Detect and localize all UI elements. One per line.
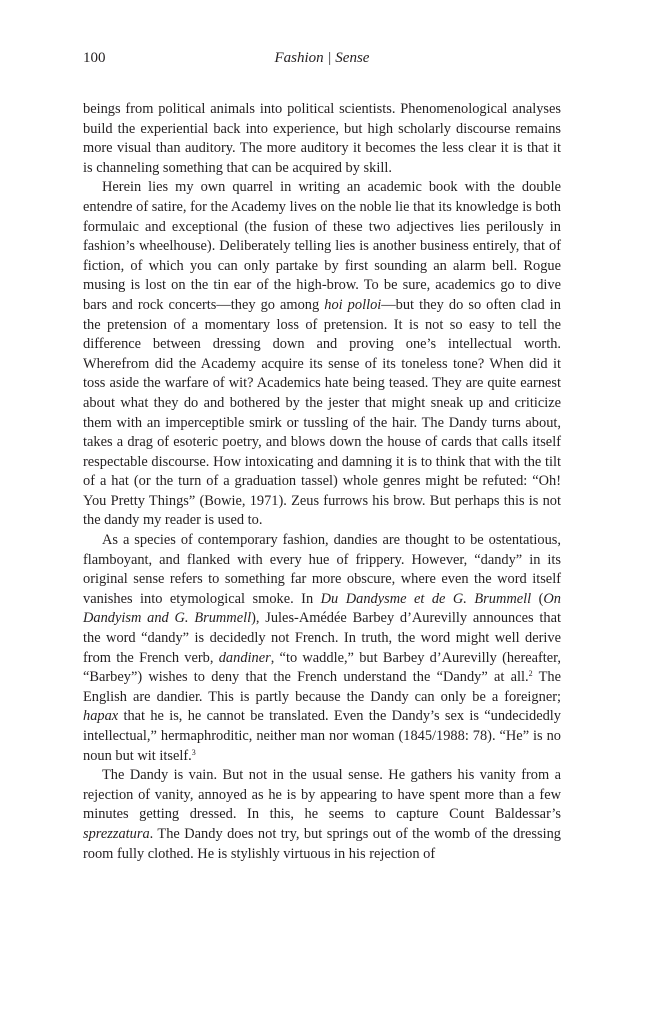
paragraph-4	[83, 766, 561, 864]
paragraph-2	[83, 178, 561, 531]
text-run: . The Dandy does not try, but springs out of the womb of the dressing room fully clothed. He is stylishly virtuous in his rejection of	[83, 825, 561, 862]
body-text	[83, 100, 561, 864]
footnote-marker-3: 3	[191, 747, 196, 757]
text-run: The English are dandier. This is partly because the Dandy can only be a foreigner;	[83, 669, 561, 705]
text-run: Herein lies my own quarrel in writing an academic book with the double entendre of satire, for the Academy lives on the noble lie that its knowledge is both formulaic and exceptional (the fusion of these two adjectives lies perilously in fashion’s wheelhouse). Deliberately telling lies is another business entirely, that of fiction, of which you can only partake by first sounding an alarm bell. Rogue musing is lost on the tin ear of the high-brow. To be sure, academics go to dive bars and rock concerts—they go among	[83, 179, 561, 313]
footnote-marker-2: 2	[528, 669, 533, 679]
text-run: The Dandy is vain. But not in the usual sense. He gathers his vanity from a rejection of vanity, annoyed as he is by appearing to have spent more than a few minutes getting dressed. In this, he seems to capture Count Baldessar’s	[83, 767, 561, 823]
italic-term-dandiner: dandiner	[218, 649, 271, 666]
italic-book-title-english: On Dandyism and G. Brummell	[83, 590, 561, 627]
text-run: As a species of contemporary fashion, dandies are thought to be ostentatious, flamboyant, and flanked with every hue of frippery. However, “dandy” in its original sense refers to something far more obscure, where even the word itself vanishes into etymological smoke. In	[83, 532, 561, 607]
text-run: , “to waddle,” but Barbey d’Aurevilly (hereafter, “Barbey”) wishes to deny that the French understand the “Dandy” at all.	[83, 649, 561, 686]
text-run: —but they do so often clad in the pretension of a momentary loss of pretension. It is not so easy to tell the difference between dressing down and proving one’s intellectual worth. Wherefrom did the Academy acquire its sense of its toneless tone? When did it toss aside the warfare of wit? Academics hate being teased. They are quite earnest about what they do and bothered by the jester that might sneak up and criticize them with an imperceptible smirk or tussling of the hair. The Dandy turns about, takes a drag of esoteric poetry, and blows down the house of cards that calls itself respectable discourse. How intoxicating and damning it is to think that with the tilt of a hat (or the turn of a graduation tassel) whole genres might be refuted: “Oh! You Pretty Things” (Bowie, 1971). Zeus furrows his brow. But perhaps this is not the dandy my reader is used to.	[83, 296, 561, 529]
text-run: beings from political animals into political scientists. Phenomenological analyses build the experiential back into experience, but high scholarly discourse remains more visual than auditory. The more auditory it becomes the less clear it is that it is channeling something that can be acquired by skill.	[83, 101, 561, 176]
page-number: 100	[83, 50, 106, 66]
text-run: that he is, he cannot be translated. Even the Dandy’s sex is “undecidedly intellectual,” hermaphroditic, neither man nor woman (1845/1988: 78). “He” is no noun but wit itself.	[83, 708, 561, 764]
text-run: ), Jules-Amédée Barbey d’Aurevilly announces that the word “dandy” is decidedly not French. In truth, the word might well derive from the French verb,	[83, 610, 561, 666]
italic-term-sprezzatura: sprezzatura	[83, 825, 150, 842]
italic-term-hapax: hapax	[83, 708, 119, 725]
running-title: Fashion | Sense	[274, 50, 370, 66]
page-header	[83, 50, 561, 74]
italic-book-title-french: Du Dandysme et de G. Brummell	[320, 590, 532, 607]
text-run: (	[531, 590, 544, 607]
italic-term-hoi-polloi: hoi polloi	[324, 296, 382, 313]
paragraph-1	[83, 100, 561, 178]
paragraph-3	[83, 531, 561, 766]
